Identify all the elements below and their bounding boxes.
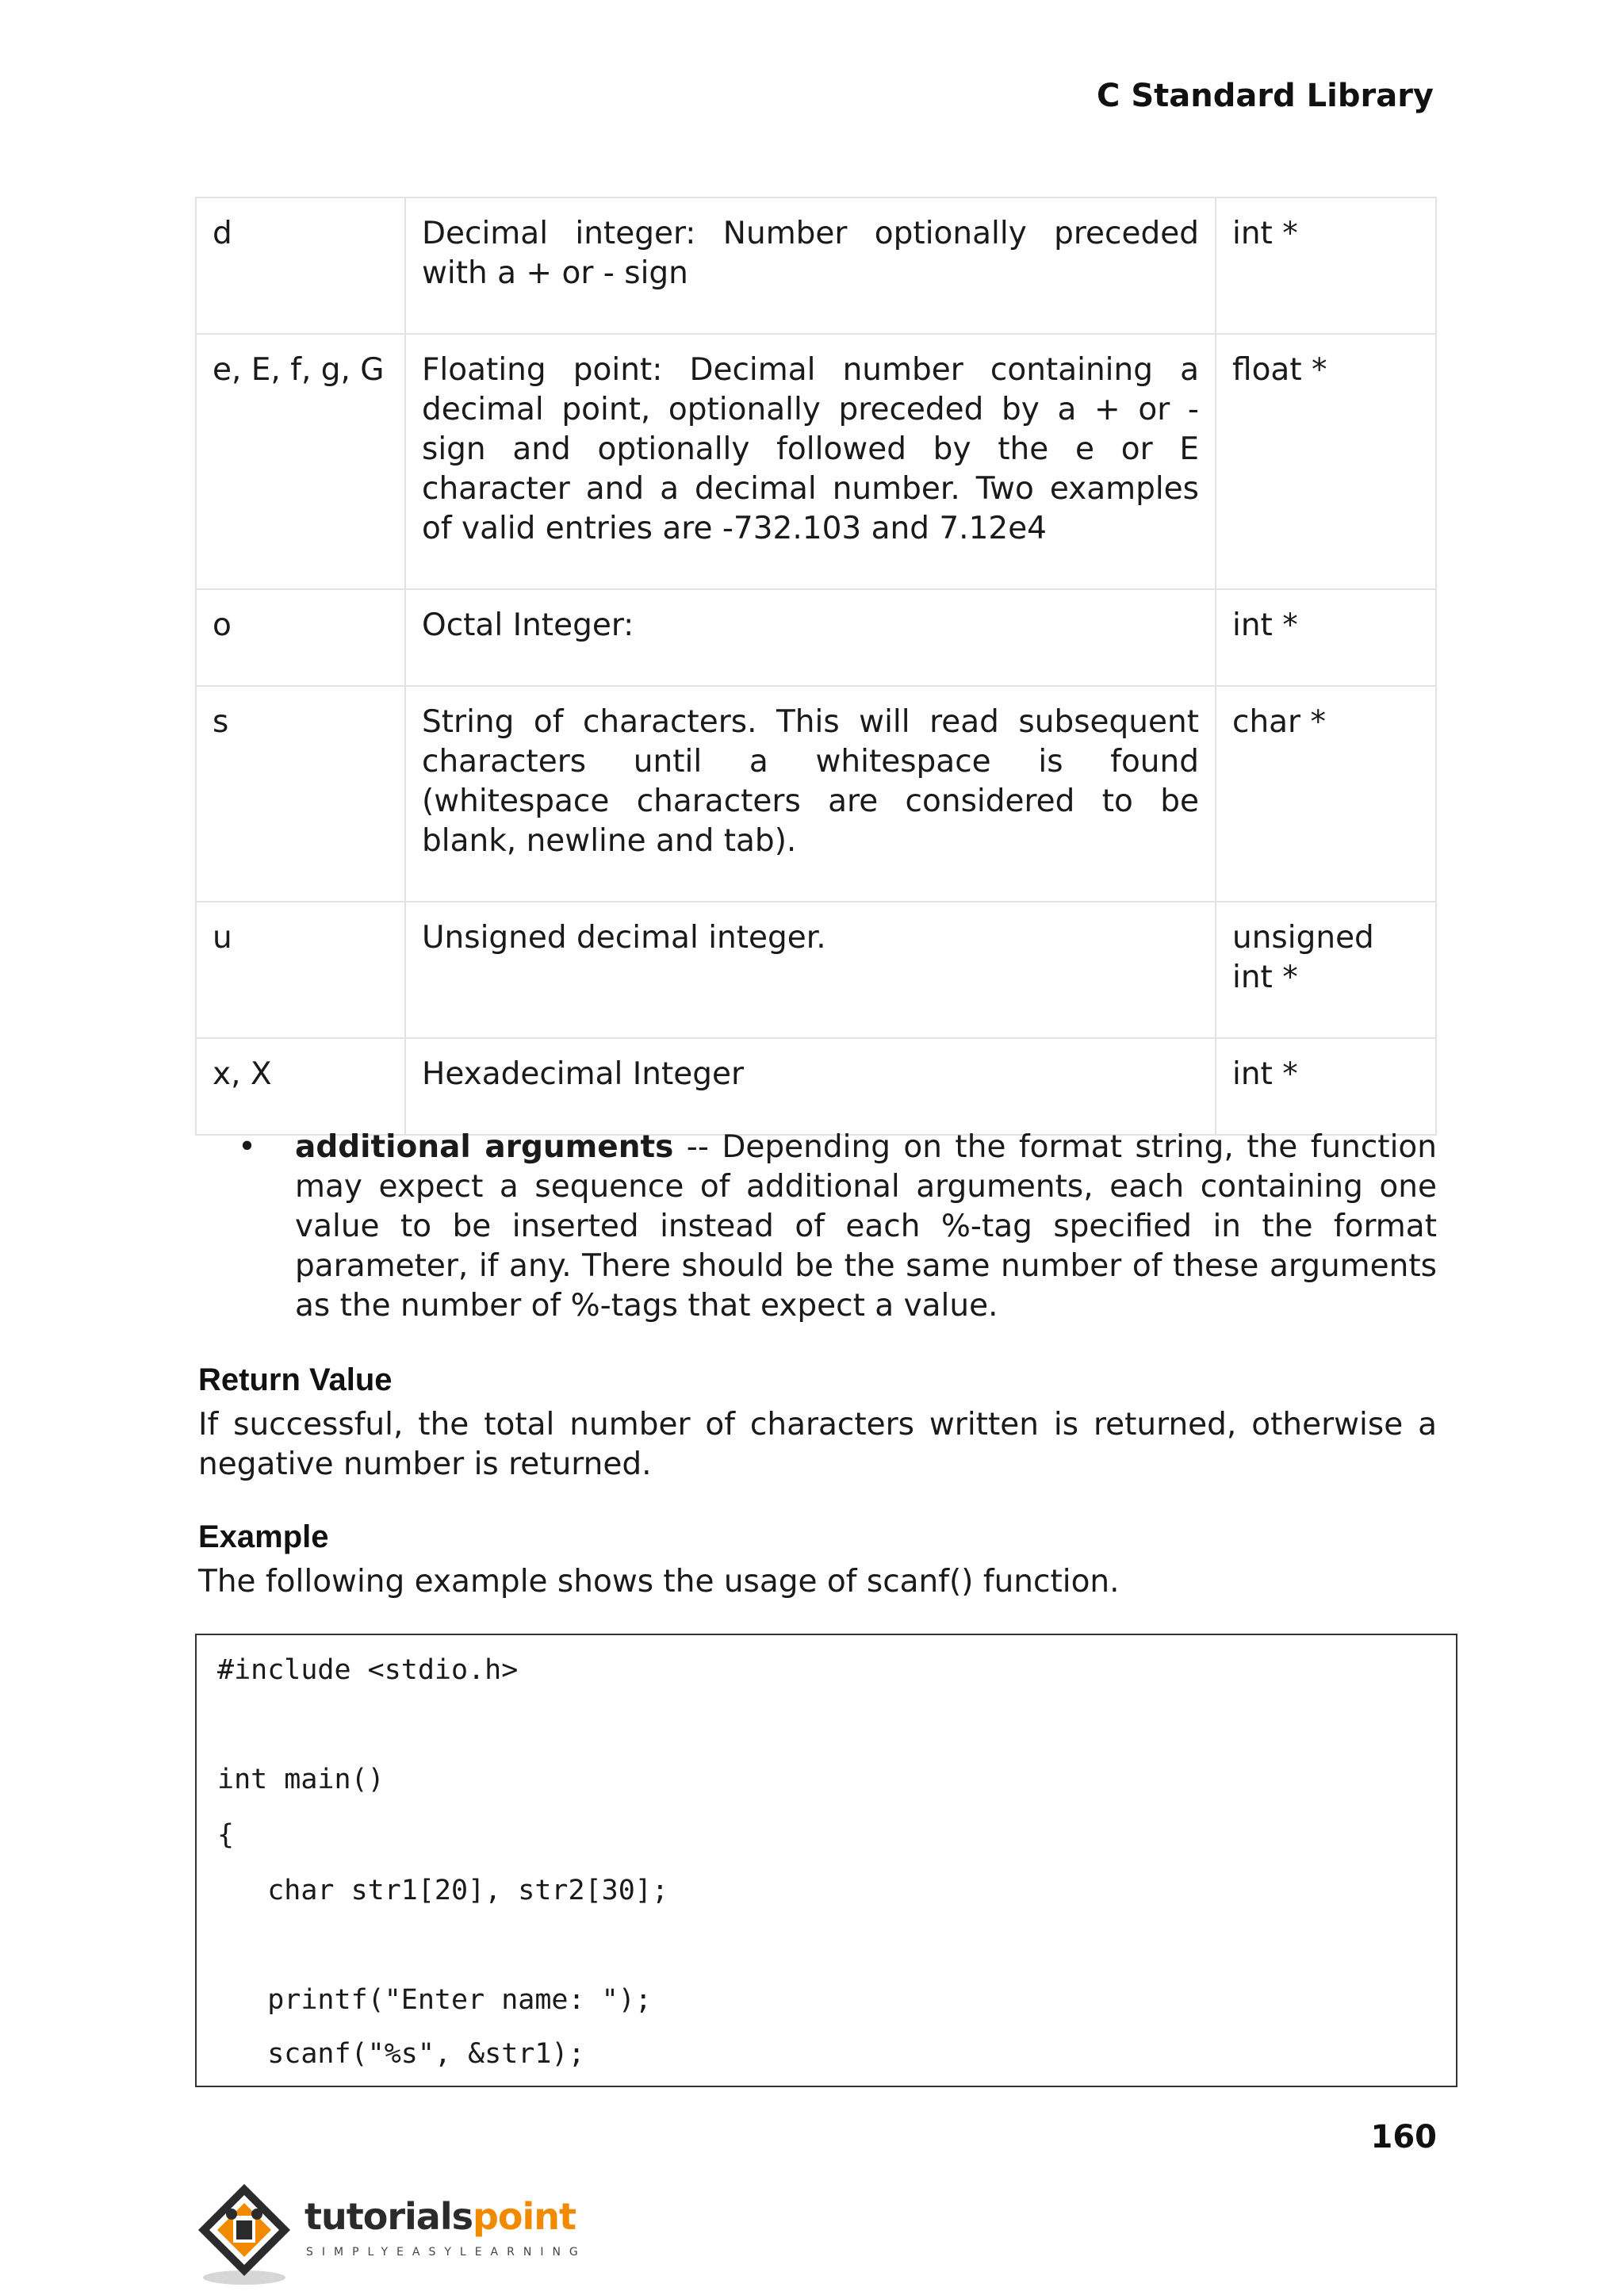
specifier-cell: e, E, f, g, G bbox=[196, 334, 405, 589]
logo-word-1: tutorials bbox=[304, 2195, 473, 2238]
description-cell: Hexadecimal Integer bbox=[405, 1038, 1216, 1135]
code-line: printf("Enter name: "); bbox=[217, 1984, 652, 2016]
code-line: scanf("%s", &str1); bbox=[217, 2038, 585, 2070]
specifier-cell: o bbox=[196, 589, 405, 686]
type-cell: unsigned int * bbox=[1216, 902, 1436, 1038]
list-item bbox=[238, 1128, 1437, 1326]
bullet-marker: • bbox=[238, 1129, 257, 1165]
table-row bbox=[196, 902, 1436, 1038]
specifier-cell: d bbox=[196, 197, 405, 334]
description-cell: Decimal integer: Number optionally preceded with a + or - sign bbox=[405, 197, 1216, 334]
description-cell: Floating point: Decimal number containing a decimal point, optionally preceded by a + or - sign and optionally followed by the e or E character and a decimal number. Two examples of valid entries are -732.103 and 7.12e4 bbox=[405, 334, 1216, 589]
argument-bullet-list bbox=[238, 1128, 1437, 1326]
type-cell: float * bbox=[1216, 334, 1436, 589]
bullet-term: additional arguments bbox=[295, 1129, 674, 1165]
type-cell: int * bbox=[1216, 589, 1436, 686]
code-line: int main() bbox=[217, 1764, 385, 1795]
table-row bbox=[196, 686, 1436, 902]
specifier-cell: x, X bbox=[196, 1038, 405, 1135]
logo-tagline: SIMPLYEASYLEARNING bbox=[306, 2246, 587, 2259]
code-block bbox=[195, 1634, 1457, 2087]
table-row bbox=[196, 589, 1436, 686]
return-value-text: If successful, the total number of characters written is returned, otherwise a negative number is returned. bbox=[198, 1407, 1437, 1482]
logo-word-2: point bbox=[472, 2195, 576, 2238]
bullet-text: -- Depending on the format string, the function may expect a sequence of additional arguments, each containing one value to be inserted instead of each %-tag specified in the format parameter, if any. There should be the same number of these arguments as the number of %-tags that expect a value. bbox=[295, 1129, 1438, 1324]
description-cell: Octal Integer: bbox=[405, 589, 1216, 686]
specifier-cell: s bbox=[196, 686, 405, 902]
page-header-title: C Standard Library bbox=[1097, 78, 1434, 114]
table-row bbox=[196, 1038, 1436, 1135]
example-text: The following example shows the usage of scanf() function. bbox=[198, 1564, 1120, 1600]
table-row bbox=[196, 197, 1436, 334]
example-heading: Example bbox=[198, 1519, 329, 1554]
code-line: { bbox=[217, 1819, 235, 1851]
table-row bbox=[196, 334, 1436, 589]
type-cell: int * bbox=[1216, 197, 1436, 334]
code-line: char str1[20], str2[30]; bbox=[217, 1875, 668, 1906]
tutorialspoint-logo bbox=[195, 2178, 587, 2289]
description-cell: Unsigned decimal integer. bbox=[405, 902, 1216, 1038]
return-value-heading: Return Value bbox=[198, 1362, 393, 1397]
description-cell: String of characters. This will read subsequent characters until a whitespace is found (whitespace characters are considered to be blank, newline and tab). bbox=[405, 686, 1216, 902]
type-cell: int * bbox=[1216, 1038, 1436, 1135]
format-specifier-table bbox=[195, 197, 1437, 1136]
logo-emblem-icon bbox=[195, 2178, 298, 2289]
type-cell: char * bbox=[1216, 686, 1436, 902]
logo-wordmark bbox=[304, 2195, 576, 2238]
code-line: #include <stdio.h> bbox=[217, 1654, 519, 1686]
page-number: 160 bbox=[1370, 2119, 1437, 2155]
specifier-cell: u bbox=[196, 902, 405, 1038]
